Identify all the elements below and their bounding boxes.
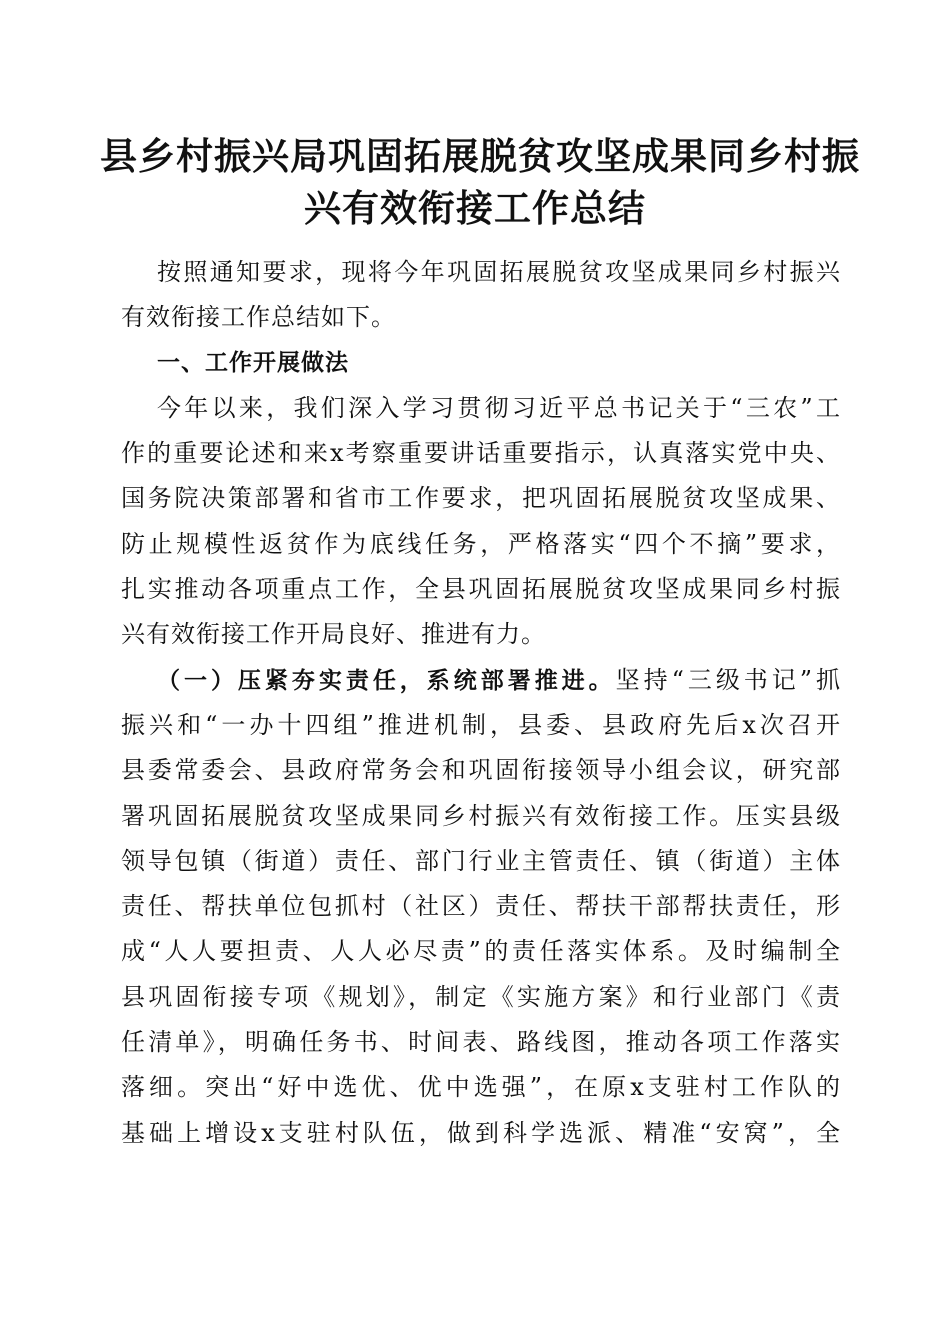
section-heading-1: 一、工作开展做法 (157, 349, 349, 376)
intro-line-2: 有效衔接工作总结如下。 (121, 303, 396, 332)
subsection1-line-6: 责任、帮扶单位包抓村（社区）责任、帮扶干部帮扶责任，形 (121, 892, 841, 921)
document-body (121, 250, 841, 1156)
title-line-2: 兴有效衔接工作总结 (304, 186, 646, 230)
subsection1-line-7: 成“人人要担责、人人必尽责”的责任落实体系。及时编制全 (121, 937, 841, 966)
subsection1-line-10: 落细。突出“好中选优、优中选强”，在原x支驻村工作队的 (121, 1073, 841, 1102)
document-title (100, 130, 860, 234)
section1-line-2: 作的重要论述和来x考察重要讲话重要指示，认真落实党中央、 (121, 439, 841, 468)
intro-line-1: 按照通知要求，现将今年巩固拓展脱贫攻坚成果同乡村振兴 (157, 258, 841, 286)
section1-line-1: 今年以来，我们深入学习贯彻习近平总书记关于“三农”工 (157, 393, 841, 422)
section1-paragraph (121, 386, 841, 658)
title-line-1: 县乡村振兴局巩固拓展脱贫攻坚成果同乡村振 (100, 134, 860, 178)
subsection1-line-2: 振兴和“一办十四组”推进机制，县委、县政府先后x次召开 (121, 710, 841, 739)
subsection1-line-1 (121, 658, 841, 703)
section1-line-3: 国务院决策部署和省市工作要求，把巩固拓展脱贫攻坚成果、 (121, 484, 841, 513)
subsection-heading-1: （一）压紧夯实责任，系统部署推进。 (157, 667, 616, 694)
subsection1-line-1-rest: 坚持“三级书记”抓 (615, 665, 842, 694)
subsection1-line-3: 县委常委会、县政府常务会和巩固衔接领导小组会议，研究部 (121, 756, 841, 785)
intro-paragraph (121, 250, 841, 341)
subsection1-line-5: 领导包镇（街道）责任、部门行业主管责任、镇（街道）主体 (121, 846, 841, 875)
section1-line-5: 扎实推动各项重点工作，全县巩固拓展脱贫攻坚成果同乡村振 (121, 575, 841, 604)
subsection1-line-11: 基础上增设x支驻村队伍，做到科学选派、精准“安窝”，全 (121, 1118, 841, 1147)
section1-line-6: 兴有效衔接工作开局良好、推进有力。 (121, 620, 546, 649)
subsection1-paragraph (121, 658, 841, 1156)
subsection1-line-4: 署巩固拓展脱贫攻坚成果同乡村振兴有效衔接工作。压实县级 (121, 801, 841, 830)
section1-line-4: 防止规模性返贫作为底线任务，严格落实“四个不摘”要求， (121, 529, 841, 558)
subsection1-line-9: 任清单》，明确任务书、时间表、路线图，推动各项工作落实 (121, 1028, 841, 1057)
subsection1-line-8: 县巩固衔接专项《规划》，制定《实施方案》和行业部门《责 (121, 982, 841, 1011)
